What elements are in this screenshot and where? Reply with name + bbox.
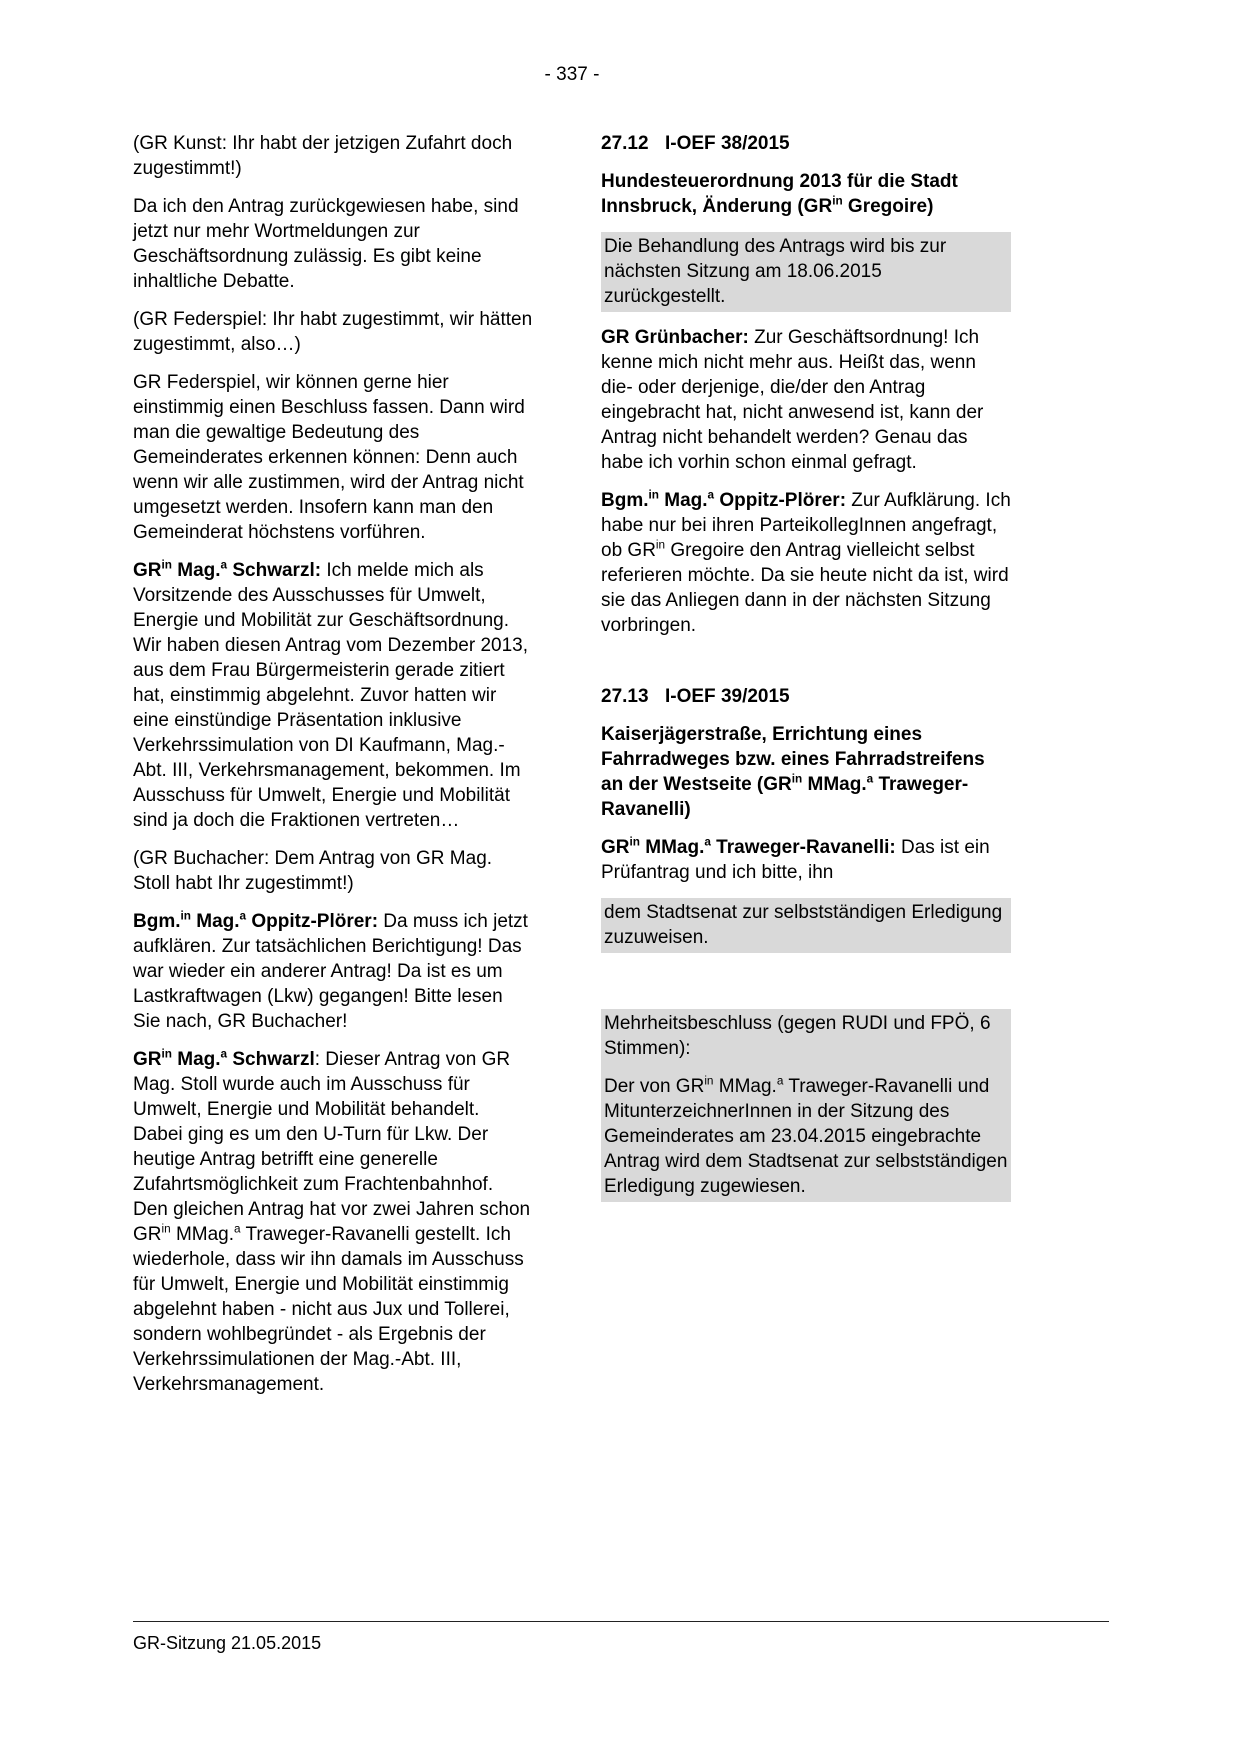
text-run: Ich melde mich als Vorsitzende des Ausschusses für Umwelt, Energie und Mobilität zur Geschäftsordnung. Wir haben diesen Antrag vom Dezember 2013, aus dem Frau Bürgermeisterin gerade zitiert hat, einstimmig abgelehnt. Zuvor hatten wir eine einstündige Präsentation inklusive Verkehrssimulation von DI Kaufmann, Mag.-Abt. III, Verkehrsmanagement, bekommen. Im Ausschuss für Umwelt, Energie und Mobilität sind ja doch die Fraktionen vertreten…: [133, 560, 528, 831]
text-run: Gregoire): [842, 196, 934, 217]
text-run: in: [648, 488, 659, 502]
paragraph: [601, 488, 1011, 638]
paragraph: [601, 325, 1011, 475]
section-number: 27.13: [601, 686, 649, 707]
text-run: Oppitz-Plörer:: [246, 911, 379, 932]
text-run: a: [704, 835, 711, 849]
decision-highlight: [601, 898, 1011, 953]
text-run: Traweger-Ravanelli:: [710, 837, 896, 858]
text-run: in: [161, 558, 172, 572]
text-run: in: [161, 1222, 171, 1236]
decision-highlight: [601, 232, 1011, 312]
paragraph: [133, 194, 533, 294]
text-run: (GR Kunst: Ihr habt der jetzigen Zufahrt doch zugestimmt!): [133, 133, 513, 179]
paragraph: [133, 370, 533, 545]
text-run: (GR Buchacher: Dem Antrag von GR Mag. Stoll habt Ihr zugestimmt!): [133, 848, 493, 894]
paragraph: [133, 909, 533, 1034]
text-run: a: [220, 1047, 228, 1061]
section-number: 27.12: [601, 133, 649, 154]
text-run: Die Behandlung des Antrags wird bis zur nächsten Sitzung am 18.06.2015 zurückgestellt.: [604, 236, 947, 307]
text-run: Schwarzl:: [227, 560, 322, 581]
paragraph: [133, 131, 533, 181]
section-reference: I-OEF 39/2015: [665, 686, 790, 707]
text-run: Bgm.: [133, 911, 181, 932]
text-run: Der von GR: [604, 1076, 705, 1097]
text-run: Kaiserjägerstraße, Errichtung eines Fahrradweges bzw. eines Fahrradstreifens an der Westseite (GR: [601, 724, 985, 795]
text-run: Mag.: [658, 490, 708, 511]
text-run: MMag.: [713, 1076, 777, 1097]
right-column: [601, 131, 1011, 1215]
text-run: MMag.: [802, 774, 867, 795]
page-footer: [133, 1621, 1109, 1655]
text-run: Bgm.: [601, 490, 649, 511]
text-run: Da ich den Antrag zurückgewiesen habe, sind jetzt nur mehr Wortmeldungen zur Geschäftsordnung zulässig. Es gibt keine inhaltliche Debatte.: [133, 196, 519, 292]
text-run: Traweger-Ravanelli gestellt. Ich wiederhole, dass wir ihn damals im Ausschuss für Umwelt, Energie und Mobilität einstimmig abgelehnt haben - nicht aus Jux und Tollerei, sondern wohlbegründet - als Ergebnis der Verkehrssimulationen der Mag.-Abt. III, Verkehrsmanagement.: [133, 1224, 524, 1395]
text-run: Zur Aufklärung. Ich habe nur bei ihren ParteikollegInnen angefragt, ob GR: [601, 490, 1011, 561]
section-heading: [601, 684, 1011, 709]
document-body: [133, 131, 1011, 1410]
paragraph: [133, 307, 533, 357]
text-run: GR: [133, 1049, 162, 1070]
text-run: Oppitz-Plörer:: [714, 490, 847, 511]
text-run: a: [707, 488, 715, 502]
text-run: MMag.: [639, 837, 705, 858]
paragraph: [133, 1047, 533, 1397]
text-run: Mehrheitsbeschluss (gegen RUDI und FPÖ, 6 Stimmen):: [604, 1013, 991, 1059]
footer-text: GR-Sitzung 21.05.2015: [133, 1633, 322, 1653]
text-run: a: [239, 909, 247, 923]
paragraph: [133, 558, 533, 833]
text-run: Mag.: [171, 560, 221, 581]
text-run: (GR Federspiel: Ihr habt zugestimmt, wir hätten zugestimmt, also…): [133, 309, 533, 355]
section-subheading: [601, 722, 1011, 822]
text-run: GR: [133, 560, 162, 581]
text-run: Mag.: [190, 911, 240, 932]
text-run: in: [161, 1047, 172, 1061]
text-run: in: [180, 909, 191, 923]
text-run: Schwarzl: [227, 1049, 315, 1070]
text-run: GR Grünbacher:: [601, 327, 749, 348]
text-run: in: [704, 1074, 714, 1088]
text-run: in: [629, 835, 640, 849]
section-heading: [601, 131, 1011, 156]
section-reference: I-OEF 38/2015: [665, 133, 790, 154]
text-run: dem Stadtsenat zur selbstständigen Erledigung zuzuweisen.: [604, 902, 1003, 948]
page-number: - 337 -: [544, 64, 600, 85]
text-run: a: [866, 772, 874, 786]
paragraph: [604, 1011, 1008, 1061]
text-run: Gregoire den Antrag vielleicht selbst referieren möchte. Da sie heute nicht da ist, wird sie das Anliegen dann in der nächsten Sitzung vorbringen.: [601, 540, 1009, 636]
text-run: in: [832, 194, 843, 208]
paragraph: [133, 846, 533, 896]
text-run: Hundesteuerordnung 2013 für die Stadt Innsbruck, Änderung (GR: [601, 171, 958, 217]
text-run: a: [234, 1222, 241, 1236]
text-run: : Dieser Antrag von GR Mag. Stoll wurde auch im Ausschuss für Umwelt, Energie und Mobilität behandelt. Dabei ging es um den U-Turn für Lkw. Der heutige Antrag betrifft eine generelle Zufahrtsmöglichkeit zum Frachtenbahnhof. Den gleichen Antrag hat vor zwei Jahren schon GR: [133, 1049, 531, 1245]
text-run: GR Federspiel, wir können gerne hier einstimmig einen Beschluss fassen. Dann wird man die gewaltige Bedeutung des Gemeinderates erkennen können: Denn auch wenn wir alle zustimmen, wird der Antrag nicht umgesetzt werden. Insofern kann man den Gemeinderat höchstens vorführen.: [133, 372, 525, 543]
text-run: MMag.: [170, 1224, 235, 1245]
text-run: Da muss ich jetzt aufklären. Zur tatsächlichen Berichtigung! Das war wieder ein anderer Antrag! Da ist es um Lastkraftwagen (Lkw) gegangen! Bitte lesen Sie nach, GR Buchacher!: [133, 911, 528, 1032]
text-run: Mag.: [171, 1049, 221, 1070]
text-run: Traweger-Ravanelli): [601, 774, 969, 820]
text-run: in: [655, 538, 666, 552]
text-run: in: [791, 772, 803, 786]
text-run: GR: [601, 837, 630, 858]
text-run: Das ist ein Prüfantrag und ich bitte, ihn: [601, 837, 990, 883]
paragraph: [604, 1074, 1008, 1199]
decision-highlight: [601, 1009, 1011, 1202]
text-run: Zur Geschäftsordnung! Ich kenne mich nicht mehr aus. Heißt das, wenn die- oder derjenige, die/der den Antrag eingebracht hat, nicht anwesend ist, kann der Antrag nicht behandelt werden? Genau das habe ich vorhin schon einmal gefragt.: [601, 327, 984, 473]
paragraph: [601, 835, 1011, 885]
text-run: a: [776, 1074, 784, 1088]
text-run: Traweger-Ravanelli und MitunterzeichnerInnen in der Sitzung des Gemeinderates am 23.04.2015 eingebrachte Antrag wird dem Stadtsenat zur selbstständigen Erledigung zugewiesen.: [604, 1076, 1008, 1197]
text-run: a: [220, 558, 228, 572]
section-subheading: [601, 169, 1011, 219]
left-column: [133, 131, 533, 1410]
